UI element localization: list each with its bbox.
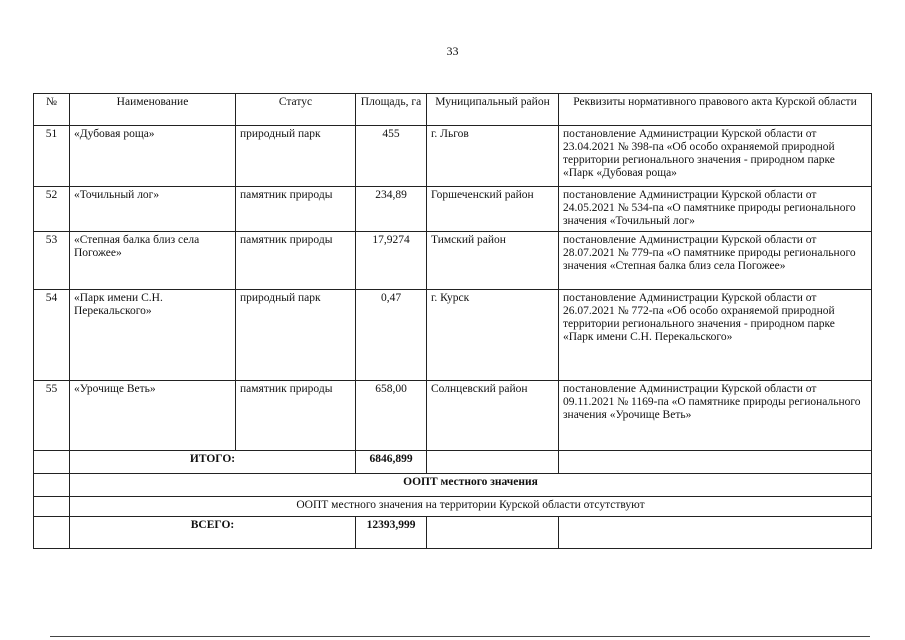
local-empty-cell [34, 474, 70, 497]
header-area: Площадь, га [356, 94, 427, 126]
row-name: «Дубовая роща» [70, 126, 236, 187]
vsego-value: 12393,999 [356, 517, 427, 549]
row-district: Солнцевский район [427, 381, 559, 451]
row-district: Тимский район [427, 232, 559, 290]
row-name: «Урочище Веть» [70, 381, 236, 451]
row-name: «Точильный лог» [70, 187, 236, 232]
row-status: природный парк [236, 290, 356, 381]
itogo-label: ИТОГО: [70, 451, 356, 474]
local-section-title-row [34, 474, 872, 497]
row-district: г. Льгов [427, 126, 559, 187]
row-area: 234,89 [356, 187, 427, 232]
row-act: постановление Администрации Курской области от 26.07.2021 № 772-па «Об особо охраняемой природной территории регионального значения - природном парке «Парк имени С.Н. Перекальского» [559, 290, 872, 381]
table-row [34, 187, 872, 232]
row-act: постановление Администрации Курской области от 24.05.2021 № 534-па «О памятнике природы регионального значения «Точильный лог» [559, 187, 872, 232]
row-status: памятник природы [236, 381, 356, 451]
row-area: 0,47 [356, 290, 427, 381]
protected-areas-table [33, 93, 872, 549]
itogo-row [34, 451, 872, 474]
row-district: г. Курск [427, 290, 559, 381]
bottom-rule [50, 636, 870, 637]
row-area: 658,00 [356, 381, 427, 451]
itogo-value: 6846,899 [356, 451, 427, 474]
header-status: Статус [236, 94, 356, 126]
row-status: памятник природы [236, 232, 356, 290]
row-num: 54 [34, 290, 70, 381]
row-district: Горшеченский район [427, 187, 559, 232]
vsego-empty-cell [34, 517, 70, 549]
local-section-note: ООПТ местного значения на территории Курской области отсутствуют [70, 497, 872, 517]
table-row [34, 381, 872, 451]
vsego-label: ВСЕГО: [70, 517, 356, 549]
row-act: постановление Администрации Курской области от 23.04.2021 № 398-па «Об особо охраняемой природной территории регионального значения - природном парке «Парк «Дубовая роща» [559, 126, 872, 187]
itogo-empty-cell [34, 451, 70, 474]
row-area: 17,9274 [356, 232, 427, 290]
vsego-empty-cell [559, 517, 872, 549]
row-name: «Степная балка близ села Погожее» [70, 232, 236, 290]
local-section-title: ООПТ местного значения [70, 474, 872, 497]
table-row [34, 290, 872, 381]
table-header-row [34, 94, 872, 126]
header-name: Наименование [70, 94, 236, 126]
local-empty-cell [34, 497, 70, 517]
header-num: № [34, 94, 70, 126]
vsego-empty-cell [427, 517, 559, 549]
header-act: Реквизиты нормативного правового акта Курской области [559, 94, 872, 126]
local-section-note-row [34, 497, 872, 517]
row-name: «Парк имени С.Н. Перекальского» [70, 290, 236, 381]
header-district: Муниципальный район [427, 94, 559, 126]
page-number: 33 [446, 44, 459, 58]
row-area: 455 [356, 126, 427, 187]
row-num: 51 [34, 126, 70, 187]
row-status: памятник природы [236, 187, 356, 232]
row-num: 53 [34, 232, 70, 290]
row-num: 55 [34, 381, 70, 451]
row-num: 52 [34, 187, 70, 232]
table-row [34, 126, 872, 187]
row-act: постановление Администрации Курской области от 28.07.2021 № 779-па «О памятнике природы регионального значения «Степная балка близ села Погожее» [559, 232, 872, 290]
row-status: природный парк [236, 126, 356, 187]
vsego-row [34, 517, 872, 549]
table-row [34, 232, 872, 290]
itogo-empty-cell [559, 451, 872, 474]
itogo-empty-cell [427, 451, 559, 474]
row-act: постановление Администрации Курской области от 09.11.2021 № 1169-па «О памятнике природы регионального значения «Урочище Веть» [559, 381, 872, 451]
